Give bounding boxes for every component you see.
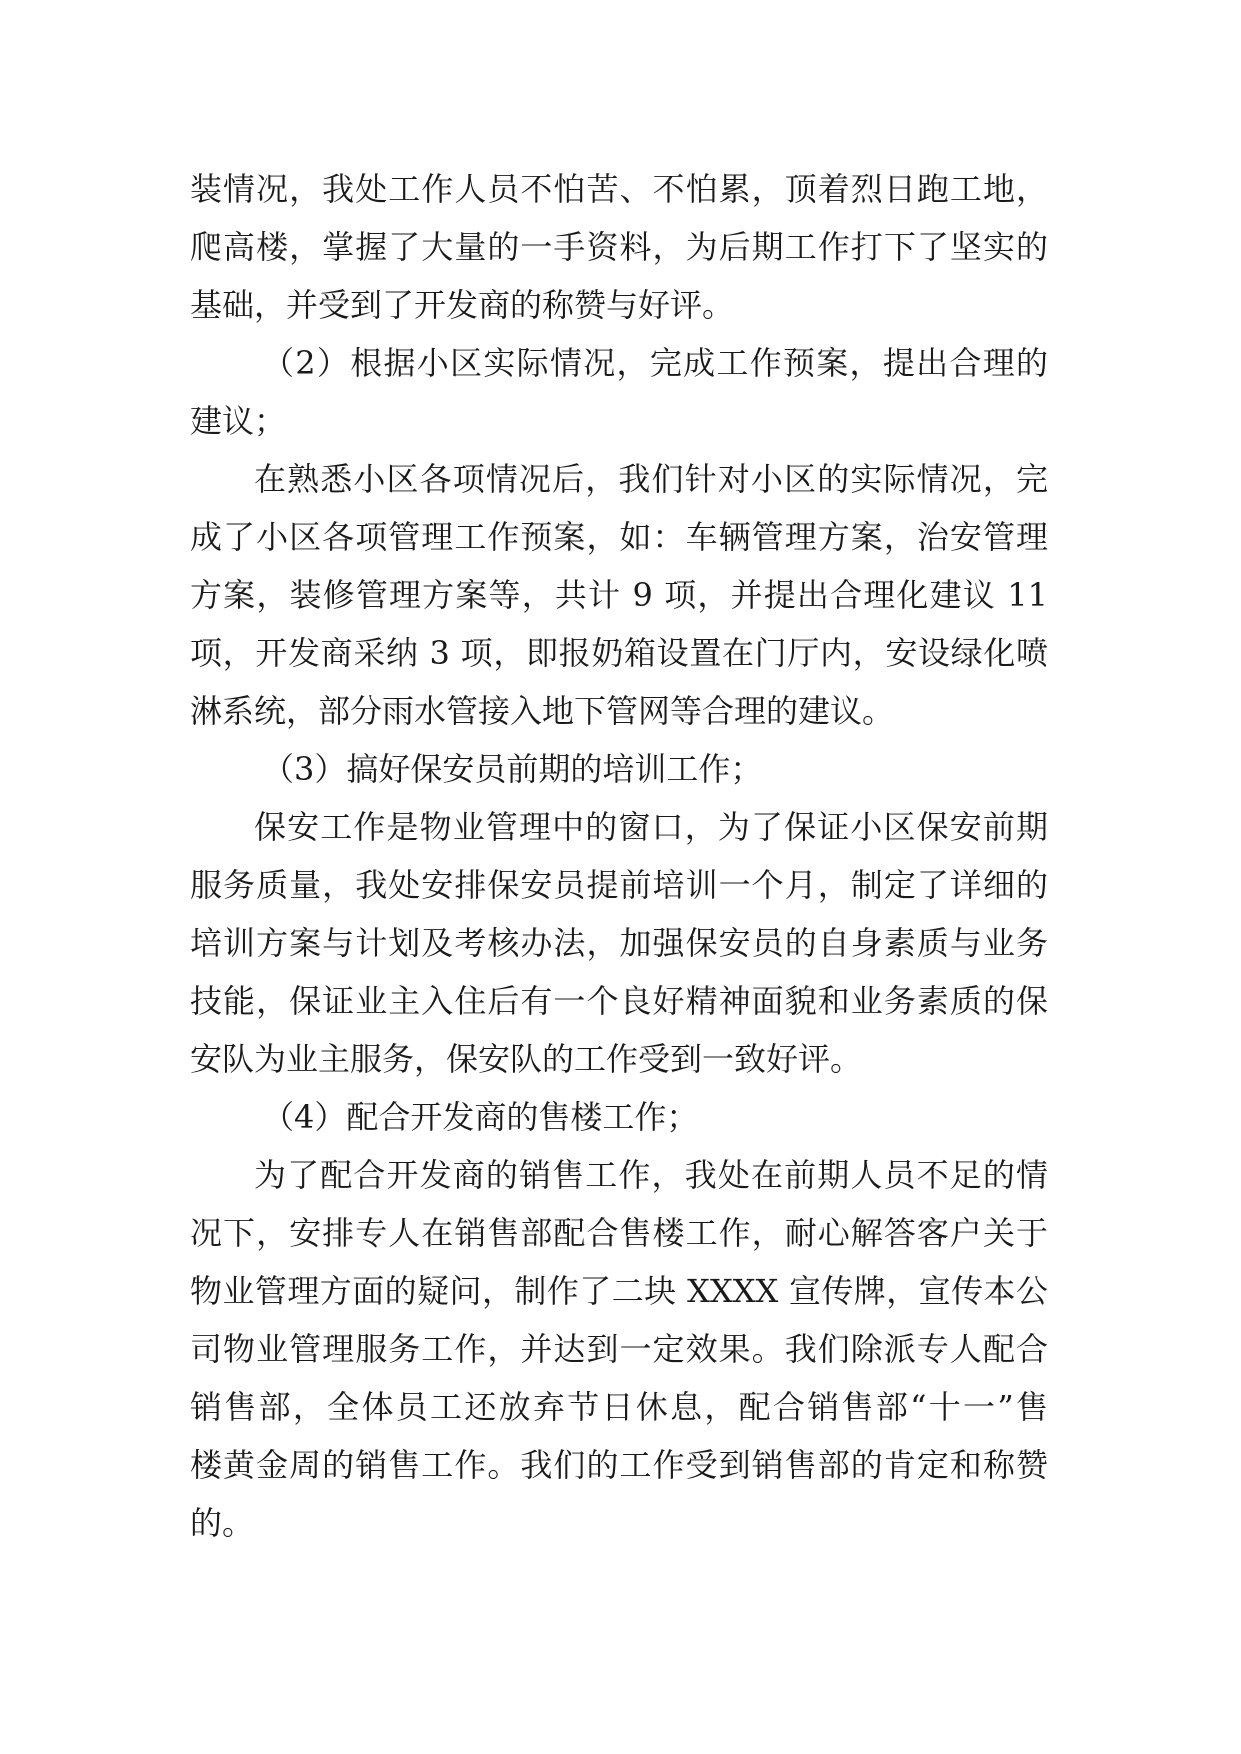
text-line: 装情况，我处工作人员不怕苦、不怕累，顶着烈日跑工地， (190, 170, 1048, 208)
text-line: 方案，装修管理方案等，共计 9 项，并提出合理化建议 11 (190, 576, 1048, 614)
text-line: 淋系统，部分雨水管接入地下管网等合理的建议。 (190, 692, 895, 730)
body-text (190, 160, 1048, 1552)
text-line: 爬高楼，掌握了大量的一手资料，为后期工作打下了坚实的 (190, 228, 1048, 266)
text-line: 基础，并受到了开发商的称赞与好评。 (190, 286, 735, 324)
text-line: 保安工作是物业管理中的窗口，为了保证小区保安前期 (254, 808, 1048, 846)
text-line: 的。 (190, 1504, 255, 1542)
text-line: 项，开发商采纳 3 项，即报奶箱设置在门厅内，安设绿化喷 (190, 634, 1048, 672)
text-line: 服务质量，我处安排保安员提前培训一个月，制定了详细的 (190, 866, 1048, 904)
text-line: 况下，安排专人在销售部配合售楼工作，耐心解答客户关于 (190, 1214, 1048, 1252)
text-line: 销售部，全体员工还放弃节日休息，配合销售部“十一”售 (190, 1388, 1048, 1426)
text-line: 司物业管理服务工作，并达到一定效果。我们除派专人配合 (190, 1330, 1048, 1368)
text-line: 在熟悉小区各项情况后，我们针对小区的实际情况，完 (254, 460, 1048, 498)
text-line: 安队为业主服务，保安队的工作受到一致好评。 (190, 1040, 863, 1078)
section-heading-4: （4）配合开发商的售楼工作； (262, 1098, 699, 1136)
section-heading-3: （3）搞好保安员前期的培训工作； (262, 750, 763, 788)
text-line: 技能，保证业主入住后有一个良好精神面貌和业务素质的保 (190, 982, 1048, 1020)
text-line: 培训方案与计划及考核办法，加强保安员的自身素质与业务 (190, 924, 1048, 962)
section-heading-2: （2）根据小区实际情况，完成工作预案，提出合理的 (262, 344, 1048, 382)
text-line: 成了小区各项管理工作预案，如：车辆管理方案，治安管理 (190, 518, 1048, 556)
text-line: 建议； (190, 402, 287, 440)
text-line: 楼黄金周的销售工作。我们的工作受到销售部的肯定和称赞 (190, 1446, 1048, 1484)
text-line: 为了配合开发商的销售工作，我处在前期人员不足的情 (254, 1156, 1048, 1194)
text-line: 物业管理方面的疑问，制作了二块 XXXX 宣传牌，宣传本公 (190, 1272, 1048, 1310)
